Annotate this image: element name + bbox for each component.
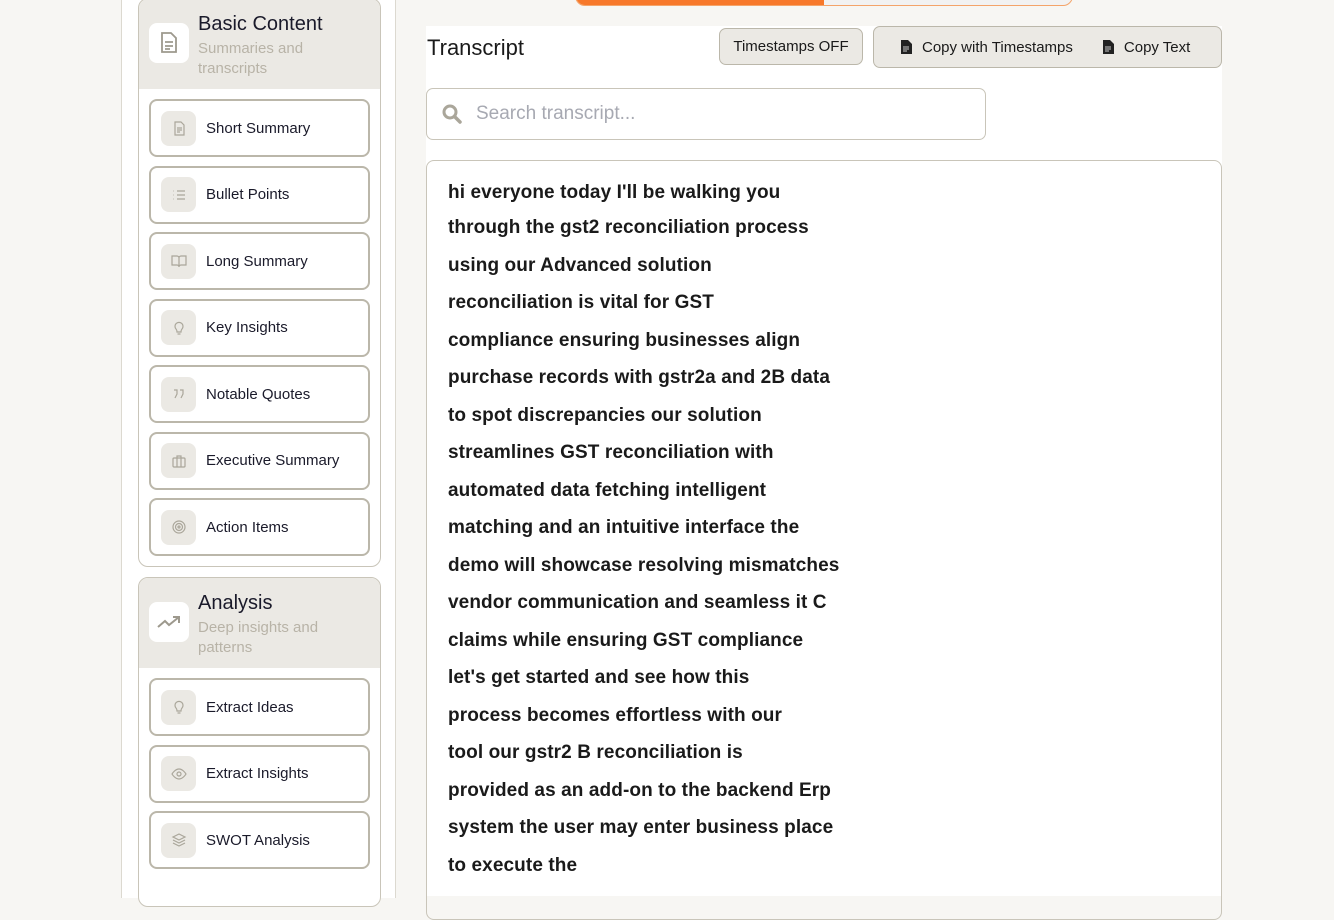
transcript-line: compliance ensuring businesses align bbox=[448, 329, 801, 351]
sidebar-item-label: Key Insights bbox=[206, 319, 288, 336]
sidebar-item-label: Extract Ideas bbox=[206, 698, 294, 716]
search-input[interactable] bbox=[476, 103, 956, 125]
transcript-content bbox=[426, 160, 1222, 920]
transcript-line: hi everyone today I'll be walking you bbox=[448, 182, 781, 203]
lightbulb-icon bbox=[161, 310, 196, 345]
transcript-line: tool our gstr2 B reconciliation is bbox=[448, 742, 743, 763]
group-title: Analysis bbox=[198, 592, 273, 614]
transcript-line: using our Advanced solution bbox=[448, 254, 712, 276]
sidebar-item-label: Long Summary bbox=[206, 252, 308, 270]
sidebar-item-label: Extract Insights bbox=[206, 765, 309, 782]
copy-with-timestamps-button[interactable] bbox=[901, 39, 1073, 56]
sidebar-item-label: Short Summary bbox=[206, 119, 311, 137]
quote-icon bbox=[161, 377, 196, 412]
group-subtitle: Deep insights and patterns bbox=[198, 619, 319, 656]
layers-icon bbox=[161, 823, 196, 858]
copy-with-timestamps-label: Copy with Timestamps bbox=[922, 38, 1073, 56]
sidebar-item-long-summary[interactable] bbox=[149, 232, 370, 290]
briefcase-icon bbox=[161, 443, 196, 478]
sidebar-item-short-summary[interactable] bbox=[149, 99, 370, 157]
transcript-line: provided as an add-on to the backend Erp bbox=[448, 779, 831, 801]
transcript-line: vendor communication and seamless it C bbox=[448, 592, 827, 613]
copy-button-group bbox=[873, 26, 1222, 68]
copy-text-label: Copy Text bbox=[1123, 38, 1191, 56]
target-icon bbox=[161, 510, 196, 545]
transcript-line: process becomes effortless with our bbox=[448, 704, 782, 726]
document-icon bbox=[149, 23, 189, 63]
transcript-line: system the user may enter business place bbox=[448, 817, 834, 838]
file-icon bbox=[1103, 40, 1114, 54]
timestamps-toggle-button[interactable]: Timestamps OFF bbox=[719, 28, 863, 65]
lightbulb-icon bbox=[161, 690, 196, 725]
transcript-line: streamlines GST reconciliation with bbox=[448, 442, 774, 463]
list-icon bbox=[161, 177, 196, 212]
sidebar bbox=[121, 0, 396, 898]
sidebar-item-label: Action Items bbox=[206, 518, 289, 536]
sidebar-item-swot-analysis[interactable] bbox=[149, 811, 370, 869]
sidebar-item-label: SWOT Analysis bbox=[206, 831, 310, 849]
group-header bbox=[139, 0, 380, 89]
sidebar-item-action-items[interactable] bbox=[149, 498, 370, 556]
transcript-line: matching and an intuitive interface the bbox=[448, 517, 800, 538]
transcript-line: demo will showcase resolving mismatches bbox=[448, 554, 840, 576]
transcript-line: reconciliation is vital for GST bbox=[448, 292, 714, 313]
group-header bbox=[139, 578, 380, 668]
transcript-line: let's get started and see how this bbox=[448, 667, 750, 688]
sidebar-item-extract-ideas[interactable] bbox=[149, 678, 370, 736]
sidebar-item-label: Notable Quotes bbox=[206, 385, 311, 403]
sidebar-item-executive-summary[interactable] bbox=[149, 432, 370, 490]
page-title: Transcript bbox=[427, 35, 524, 60]
sidebar-item-key-insights[interactable] bbox=[149, 299, 370, 357]
progress-fill bbox=[576, 0, 824, 5]
search-box bbox=[426, 88, 986, 140]
transcript-line: to execute the bbox=[448, 854, 578, 876]
trending-up-icon bbox=[149, 602, 189, 642]
transcript-line: purchase records with gstr2a and 2B data bbox=[448, 367, 831, 388]
group-analysis bbox=[138, 577, 381, 907]
sidebar-item-notable-quotes[interactable] bbox=[149, 365, 370, 423]
document-icon bbox=[161, 111, 196, 146]
transcript-line: claims while ensuring GST compliance bbox=[448, 629, 804, 651]
transcript-line: automated data fetching intelligent bbox=[448, 479, 767, 501]
sidebar-item-label: Executive Summary bbox=[206, 452, 340, 469]
group-basic-content bbox=[138, 0, 381, 567]
transcript-line: to spot discrepancies our solution bbox=[448, 404, 762, 426]
progress-bar bbox=[575, 0, 1073, 6]
transcript-panel bbox=[426, 26, 1222, 896]
sidebar-item-label: Bullet Points bbox=[206, 186, 290, 203]
eye-icon bbox=[161, 756, 196, 791]
search-icon bbox=[442, 104, 462, 124]
transcript-line: through the gst2 reconciliation process bbox=[448, 217, 809, 238]
file-icon bbox=[901, 40, 912, 54]
sidebar-item-bullet-points[interactable] bbox=[149, 166, 370, 224]
sidebar-item-extract-insights[interactable] bbox=[149, 745, 370, 803]
group-subtitle: Summaries and transcripts bbox=[198, 40, 304, 77]
group-title: Basic Content bbox=[198, 13, 323, 35]
copy-text-button[interactable] bbox=[1103, 39, 1190, 56]
book-icon bbox=[161, 244, 196, 279]
